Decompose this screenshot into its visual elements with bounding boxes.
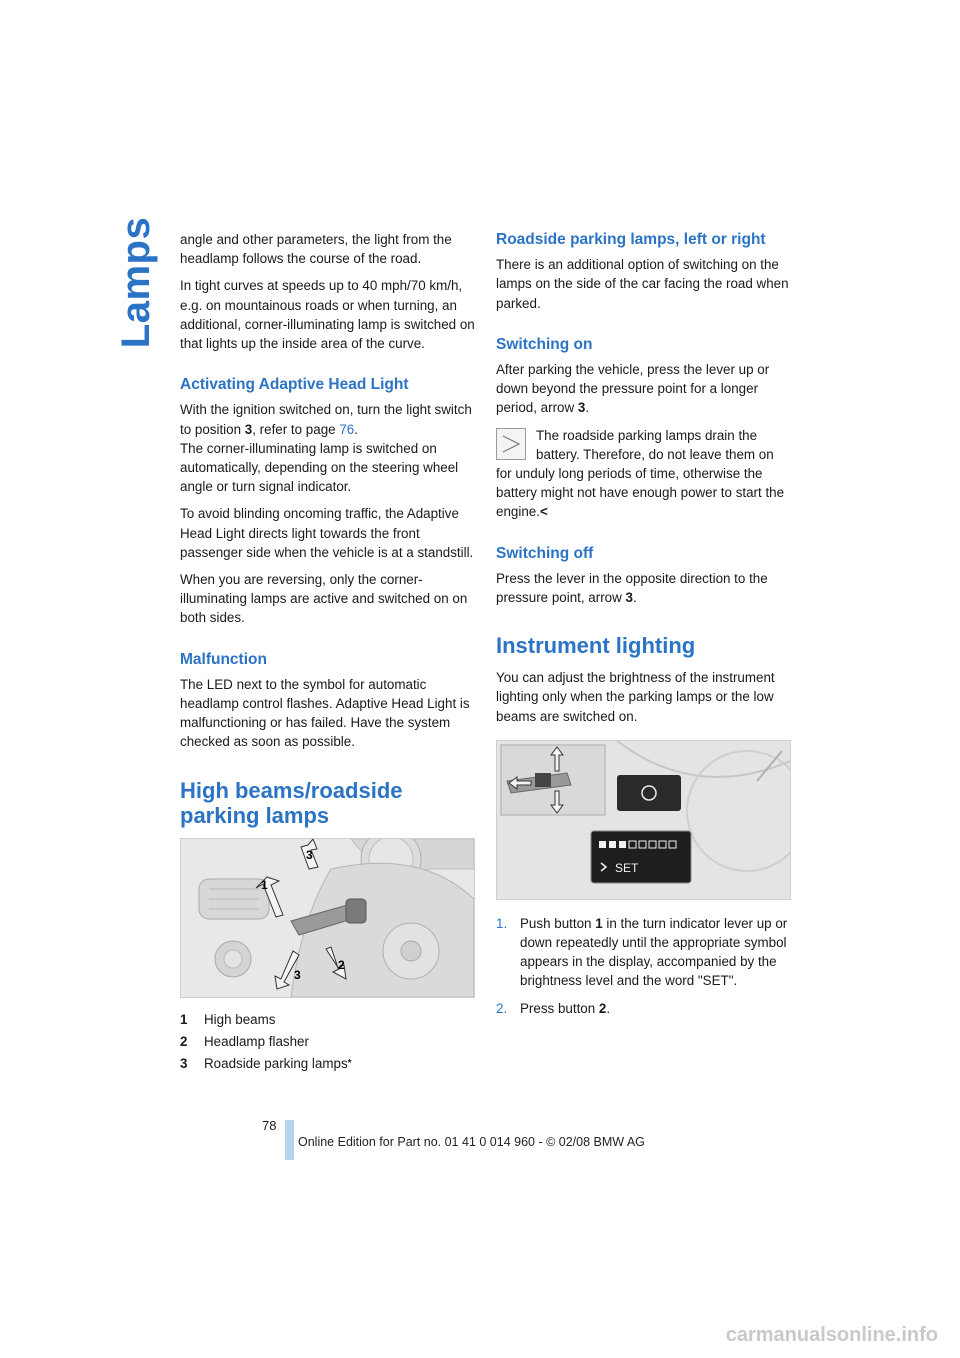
paragraph: To avoid blinding oncoming traffic, the Adaptive Head Light directs light towards the front passenger side when the vehicle is at a standstill. bbox=[180, 506, 474, 560]
figure-legend bbox=[180, 1010, 476, 1074]
watermark: carmanualsonline.info bbox=[725, 1324, 938, 1346]
caution-note: The roadside parking lamps drain the battery. Therefore, do not leave them on for unduly long periods of time, otherwise the battery might not have enough power to start the engine.< bbox=[496, 427, 785, 520]
figure-label: 1 bbox=[261, 877, 268, 892]
edition-footer: Online Edition for Part no. 01 41 0 014 960 - © 02/08 BMW AG bbox=[298, 1135, 645, 1149]
heading-activating: Activating Adaptive Head Light bbox=[180, 376, 409, 394]
paragraph: When you are reversing, only the corner-illuminating lamps are active and switched on on both sides. bbox=[180, 572, 468, 626]
list-item: 1. Push button 1 in the turn indicator lever up or down repeatedly until the appropriate symbol appears in the display, accompanied by the brightness level and the word "SET". bbox=[496, 915, 788, 989]
page-number: 78 bbox=[262, 1118, 277, 1133]
optional-equipment-star: * bbox=[347, 1058, 352, 1070]
legend-item: 2 Headlamp flasher bbox=[180, 1033, 309, 1049]
display-set-label: SET bbox=[615, 860, 639, 875]
paragraph: The corner-illuminating lamp is switched on automatically, depending on the steering wheel angle or turn signal indicator. bbox=[180, 440, 459, 495]
footer-accent-bar bbox=[285, 1120, 294, 1160]
heading-switching-on: Switching on bbox=[496, 335, 593, 353]
right-column bbox=[496, 230, 792, 1026]
instrument-display-illustration bbox=[496, 740, 791, 900]
paragraph: There is an additional option of switching on the lamps on the side of the car facing the road when parked. bbox=[496, 257, 789, 311]
display-diagram bbox=[497, 741, 790, 899]
chapter-title: Lamps bbox=[114, 216, 159, 348]
list-item: 2. Press button 2. bbox=[496, 1000, 611, 1016]
lever-diagram bbox=[181, 839, 474, 997]
page-link[interactable]: 76 bbox=[339, 421, 355, 437]
caution-triangle-icon bbox=[496, 428, 526, 460]
heading-roadside: Roadside parking lamps, left or right bbox=[496, 231, 766, 248]
paragraph: In tight curves at speeds up to 40 mph/70 km/h, e.g. on mountainous roads or when turning, an additional, corner-illuminating lamp is switched on that lights up the inside area of the curve. bbox=[180, 278, 475, 352]
heading-high-beams: High beams/roadside parking lamps bbox=[180, 777, 403, 828]
turn-lever-illustration bbox=[180, 838, 475, 998]
paragraph: You can adjust the brightness of the instrument lighting only when the parking lamps or the low beams are switched on. bbox=[496, 670, 775, 724]
paragraph-activating: With the ignition switched on, turn the light switch to position 3, refer to page 76. bbox=[180, 402, 472, 437]
left-column bbox=[180, 230, 476, 1076]
figure-label: 3 bbox=[294, 967, 301, 982]
chapter-tab bbox=[112, 216, 162, 348]
instruction-steps bbox=[496, 914, 792, 1018]
paragraph-switching-off: Press the lever in the opposite direction to the pressure point, arrow 3. bbox=[496, 570, 768, 606]
paragraph-switching-on: After parking the vehicle, press the lever up or down beyond the pressure point for a longer period, arrow 3. bbox=[496, 362, 770, 416]
figure-label: 2 bbox=[338, 957, 345, 972]
legend-item: 3 Roadside parking lamps * bbox=[180, 1054, 476, 1073]
paragraph: The LED next to the symbol for automatic headlamp control flashes. Adaptive Head Light is malfunctioning or has failed. Have the system checked as soon as possible. bbox=[180, 676, 470, 750]
paragraph: angle and other parameters, the light from the headlamp follows the course of the road. bbox=[180, 232, 452, 267]
legend-item: 1 High beams bbox=[180, 1011, 276, 1027]
figure-label: 3 bbox=[306, 847, 313, 862]
heading-instrument-lighting: Instrument lighting bbox=[496, 633, 696, 659]
heading-switching-off: Switching off bbox=[496, 544, 594, 562]
heading-malfunction: Malfunction bbox=[180, 650, 267, 668]
